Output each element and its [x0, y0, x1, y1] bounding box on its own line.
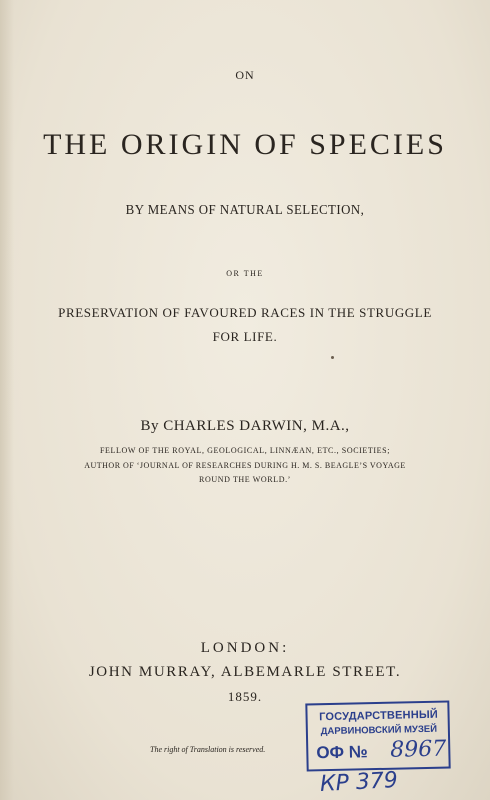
ink-speck	[331, 356, 334, 359]
book-title: THE ORIGIN OF SPECIES	[43, 128, 447, 161]
stamp-line1: ГОСУДАРСТВЕННЫЙ	[319, 708, 439, 724]
museum-stamp	[305, 700, 450, 771]
subtitle-preservation-line2: FOR LIFE.	[212, 329, 278, 344]
author-works-line1: AUTHOR OF ‘JOURNAL OF RESEARCHES DURING H. M. S. BEAGLE’S VOYAGE	[84, 461, 406, 470]
imprint-publisher: JOHN MURRAY, ALBEMARLE STREET.	[88, 664, 402, 680]
inventory-mark: КР 379	[319, 767, 399, 798]
preposition-on: ON	[235, 68, 255, 82]
author-fellowships: FELLOW OF THE ROYAL, GEOLOGICAL, LINNÆAN, ETC., SOCIETIES;	[99, 446, 391, 455]
imprint-place: LONDON:	[200, 640, 290, 656]
author-name: By CHARLES DARWIN, M.A.,	[140, 418, 350, 434]
stamp-number: 8967	[390, 736, 447, 763]
stamp-line2: ДАРВИНОВСКИЙ МУЗЕЙ	[320, 723, 438, 738]
stamp-label: ОФ №	[316, 742, 368, 763]
author-works-line2: ROUND THE WORLD.’	[199, 475, 291, 484]
subtitle-means: BY MEANS OF NATURAL SELECTION,	[125, 203, 365, 218]
subtitle-preservation-line1: PRESERVATION OF FAVOURED RACES IN THE STRUGGLE	[58, 305, 432, 320]
subtitle-or-the: OR THE	[226, 269, 264, 278]
rights-notice: The right of Translation is reserved.	[150, 745, 266, 754]
imprint-year: 1859.	[227, 689, 263, 704]
